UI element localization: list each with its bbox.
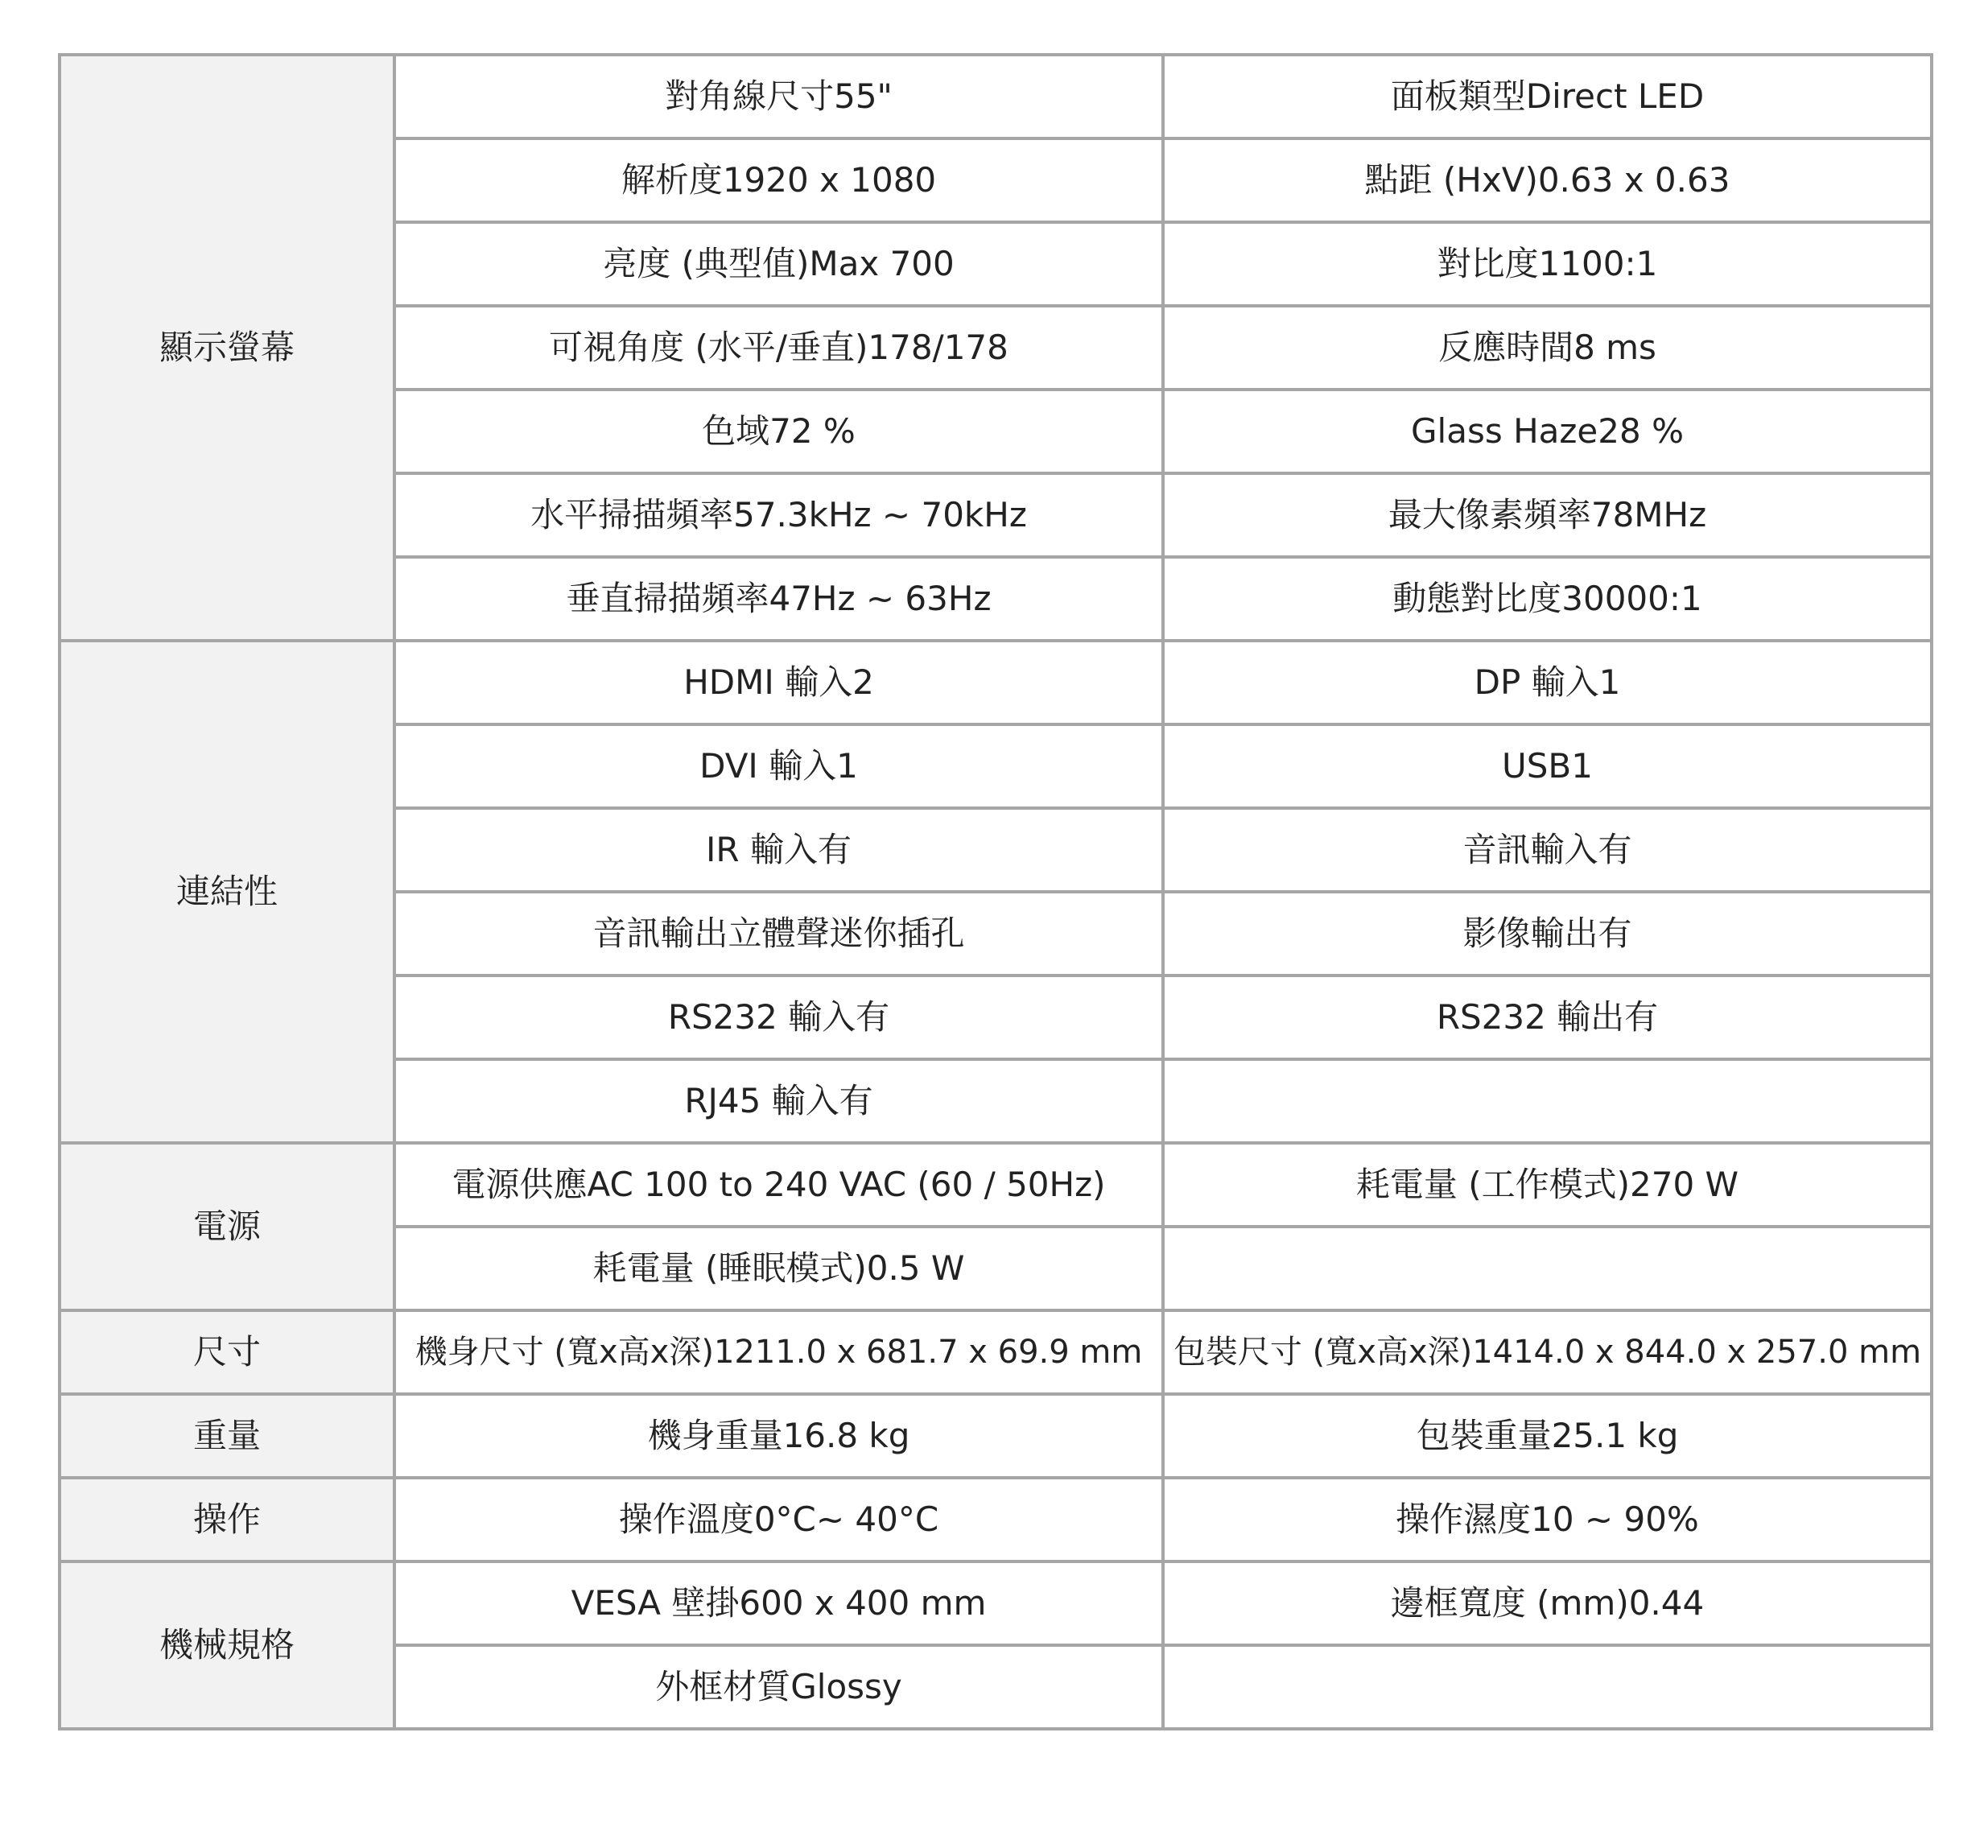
spec-cell: 耗電量 (睡眠模式)0.5 W xyxy=(394,1227,1163,1310)
spec-cell: 操作濕度10 ~ 90% xyxy=(1163,1478,1932,1561)
spec-cell: 水平掃描頻率57.3kHz ~ 70kHz xyxy=(394,473,1163,557)
spec-cell: 對比度1100:1 xyxy=(1163,222,1932,306)
table-row xyxy=(60,1478,1932,1561)
spec-cell: 動態對比度30000:1 xyxy=(1163,557,1932,641)
spec-cell: 垂直掃描頻率47Hz ~ 63Hz xyxy=(394,557,1163,641)
spec-cell: Glass Haze28 % xyxy=(1163,390,1932,473)
table-row xyxy=(60,1394,1932,1478)
spec-table xyxy=(58,53,1933,1730)
spec-cell: 解析度1920 x 1080 xyxy=(394,138,1163,222)
spec-cell: 影像輸出有 xyxy=(1163,892,1932,976)
spec-cell: 點距 (HxV)0.63 x 0.63 xyxy=(1163,138,1932,222)
spec-cell: 面板類型Direct LED xyxy=(1163,55,1932,138)
spec-cell: DP 輸入1 xyxy=(1163,641,1932,724)
spec-cell: 耗電量 (工作模式)270 W xyxy=(1163,1143,1932,1227)
category-mechanical: 機械規格 xyxy=(60,1561,394,1729)
spec-cell: 音訊輸出立體聲迷你插孔 xyxy=(394,892,1163,976)
spec-cell: RJ45 輸入有 xyxy=(394,1059,1163,1143)
spec-cell: RS232 輸入有 xyxy=(394,976,1163,1059)
spec-cell: 亮度 (典型值)Max 700 xyxy=(394,222,1163,306)
table-row xyxy=(60,55,1932,138)
empty-cell xyxy=(1163,1227,1932,1310)
spec-cell: 機身重量16.8 kg xyxy=(394,1394,1163,1478)
table-row xyxy=(60,641,1932,724)
empty-cell xyxy=(1163,1059,1932,1143)
spec-cell: 邊框寬度 (mm)0.44 xyxy=(1163,1561,1932,1645)
spec-cell: 操作溫度0°C~ 40°C xyxy=(394,1478,1163,1561)
spec-cell: RS232 輸出有 xyxy=(1163,976,1932,1059)
spec-cell: 最大像素頻率78MHz xyxy=(1163,473,1932,557)
spec-cell: 對角線尺寸55" xyxy=(394,55,1163,138)
spec-cell: HDMI 輸入2 xyxy=(394,641,1163,724)
empty-cell xyxy=(1163,1645,1932,1729)
category-dimensions: 尺寸 xyxy=(60,1310,394,1394)
spec-cell: USB1 xyxy=(1163,724,1932,808)
category-power: 電源 xyxy=(60,1143,394,1310)
spec-cell: IR 輸入有 xyxy=(394,808,1163,892)
spec-cell: DVI 輸入1 xyxy=(394,724,1163,808)
category-connectivity: 連結性 xyxy=(60,641,394,1143)
category-operation: 操作 xyxy=(60,1478,394,1561)
table-row xyxy=(60,1310,1932,1394)
spec-cell: 可視角度 (水平/垂直)178/178 xyxy=(394,306,1163,390)
spec-cell: 機身尺寸 (寬x高x深)1211.0 x 681.7 x 69.9 mm xyxy=(394,1310,1163,1394)
category-weight: 重量 xyxy=(60,1394,394,1478)
spec-cell: 色域72 % xyxy=(394,390,1163,473)
table-row xyxy=(60,1561,1932,1645)
spec-cell: 音訊輸入有 xyxy=(1163,808,1932,892)
spec-cell: VESA 壁掛600 x 400 mm xyxy=(394,1561,1163,1645)
spec-cell: 包裝重量25.1 kg xyxy=(1163,1394,1932,1478)
category-display: 顯示螢幕 xyxy=(60,55,394,641)
spec-cell: 電源供應AC 100 to 240 VAC (60 / 50Hz) xyxy=(394,1143,1163,1227)
spec-cell: 外框材質Glossy xyxy=(394,1645,1163,1729)
table-row xyxy=(60,1143,1932,1227)
spec-cell: 包裝尺寸 (寬x高x深)1414.0 x 844.0 x 257.0 mm xyxy=(1163,1310,1932,1394)
spec-cell: 反應時間8 ms xyxy=(1163,306,1932,390)
